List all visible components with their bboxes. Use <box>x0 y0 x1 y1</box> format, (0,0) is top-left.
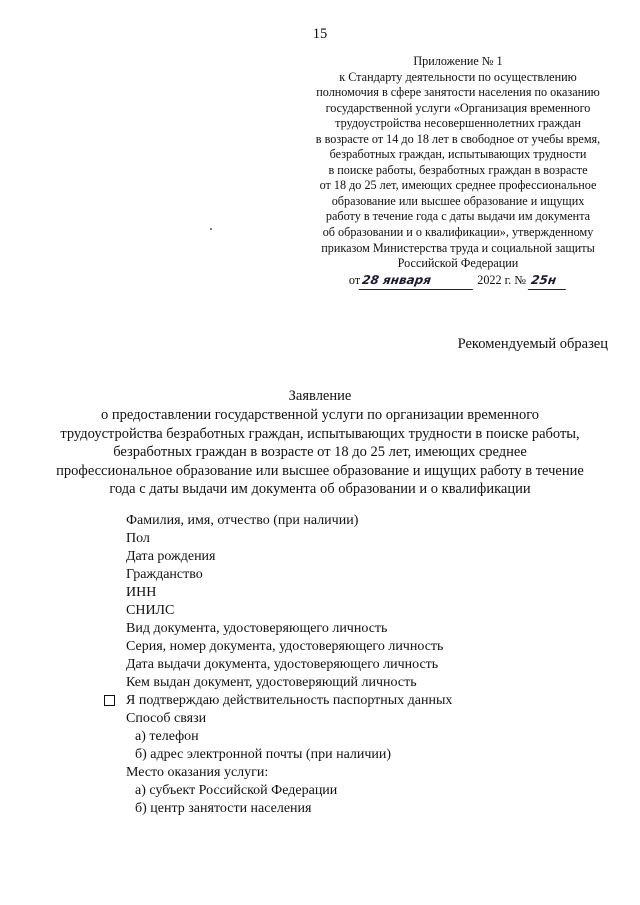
passport-confirm-label: Я подтверждаю действительность паспортных данных <box>126 693 453 708</box>
handwritten-order-number: 25н <box>528 273 568 290</box>
page-number: 15 <box>312 26 328 42</box>
field-label: Дата выдачи документа, удостоверяющего личность <box>126 657 439 672</box>
field-label: Серия, номер документа, удостоверяющего личность <box>126 639 444 654</box>
order-year: 2022 г. № <box>477 272 527 287</box>
document-title: Заявление <box>288 388 352 404</box>
handwritten-date: 28 января <box>359 273 475 290</box>
field-label: СНИЛС <box>126 603 175 618</box>
appendix-line: к Стандарту деятельности по осуществлению <box>339 69 577 84</box>
field-label: Кем выдан документ, удостоверяющий личность <box>126 675 417 690</box>
scan-speck <box>210 228 212 230</box>
appendix-line: образование или высшее образование и ищущих <box>331 193 585 208</box>
appendix-line: полномочия в сфере занятости населения по оказанию <box>316 85 600 100</box>
appendix-line: государственной услуги «Организация временного <box>325 100 591 115</box>
from-prefix: от <box>348 272 361 287</box>
appendix-line: Приложение № 1 <box>413 54 503 68</box>
appendix-line: работу в течение года с даты выдачи им документа <box>325 209 591 224</box>
option-label: б) адрес электронной почты (при наличии) <box>135 747 392 762</box>
subtitle-line: безработных граждан в возрасте от 18 до 25 лет, имеющих среднее <box>113 444 527 461</box>
recommended-sample-label: Рекомендуемый образец <box>457 336 608 352</box>
field-label: Вид документа, удостоверяющего личность <box>126 621 388 636</box>
appendix-header <box>298 54 618 289</box>
field-label: Фамилия, имя, отчество (при наличии) <box>126 513 359 528</box>
field-label: Место оказания услуги: <box>126 765 269 780</box>
field-label: Дата рождения <box>126 549 216 564</box>
appendix-line: от 18 до 25 лет, имеющих среднее профессиональное <box>319 178 597 193</box>
appendix-line: безработных граждан, испытывающих трудности <box>329 147 587 162</box>
option-label: б) центр занятости населения <box>135 801 312 816</box>
document-subtitle <box>40 406 600 499</box>
appendix-line: приказом Министерства труда и социальной защиты <box>321 240 595 255</box>
option-label: а) телефон <box>135 729 199 744</box>
option-label: а) субъект Российской Федерации <box>135 783 338 798</box>
field-label: Пол <box>126 531 150 546</box>
field-label: Гражданство <box>126 567 203 582</box>
subtitle-line: о предоставлении государственной услуги по организации временного <box>100 407 540 423</box>
field-label: ИНН <box>126 585 157 600</box>
appendix-line: об образовании и о квалификации», утвержденному <box>322 225 594 240</box>
subtitle-line: трудоустройства безработных граждан, испытывающих трудности в поиске работы, <box>60 425 580 442</box>
appendix-line: Российской Федерации <box>397 256 519 271</box>
appendix-line: в возрасте от 14 до 18 лет в свободное от учебы время, <box>315 131 601 146</box>
subtitle-line: профессиональное образование или высшее образование и ищущих работу в течение <box>56 462 584 479</box>
passport-confirm-checkbox[interactable] <box>104 695 115 706</box>
subtitle-line: года с даты выдачи им документа об образовании и о квалификации <box>109 481 531 498</box>
appendix-line: трудоустройства несовершеннолетних граждан <box>335 116 581 131</box>
appendix-line: в поиске работы, безработных граждан в возрасте <box>328 162 588 177</box>
field-label: Способ связи <box>126 711 207 726</box>
order-date-line <box>298 273 618 290</box>
